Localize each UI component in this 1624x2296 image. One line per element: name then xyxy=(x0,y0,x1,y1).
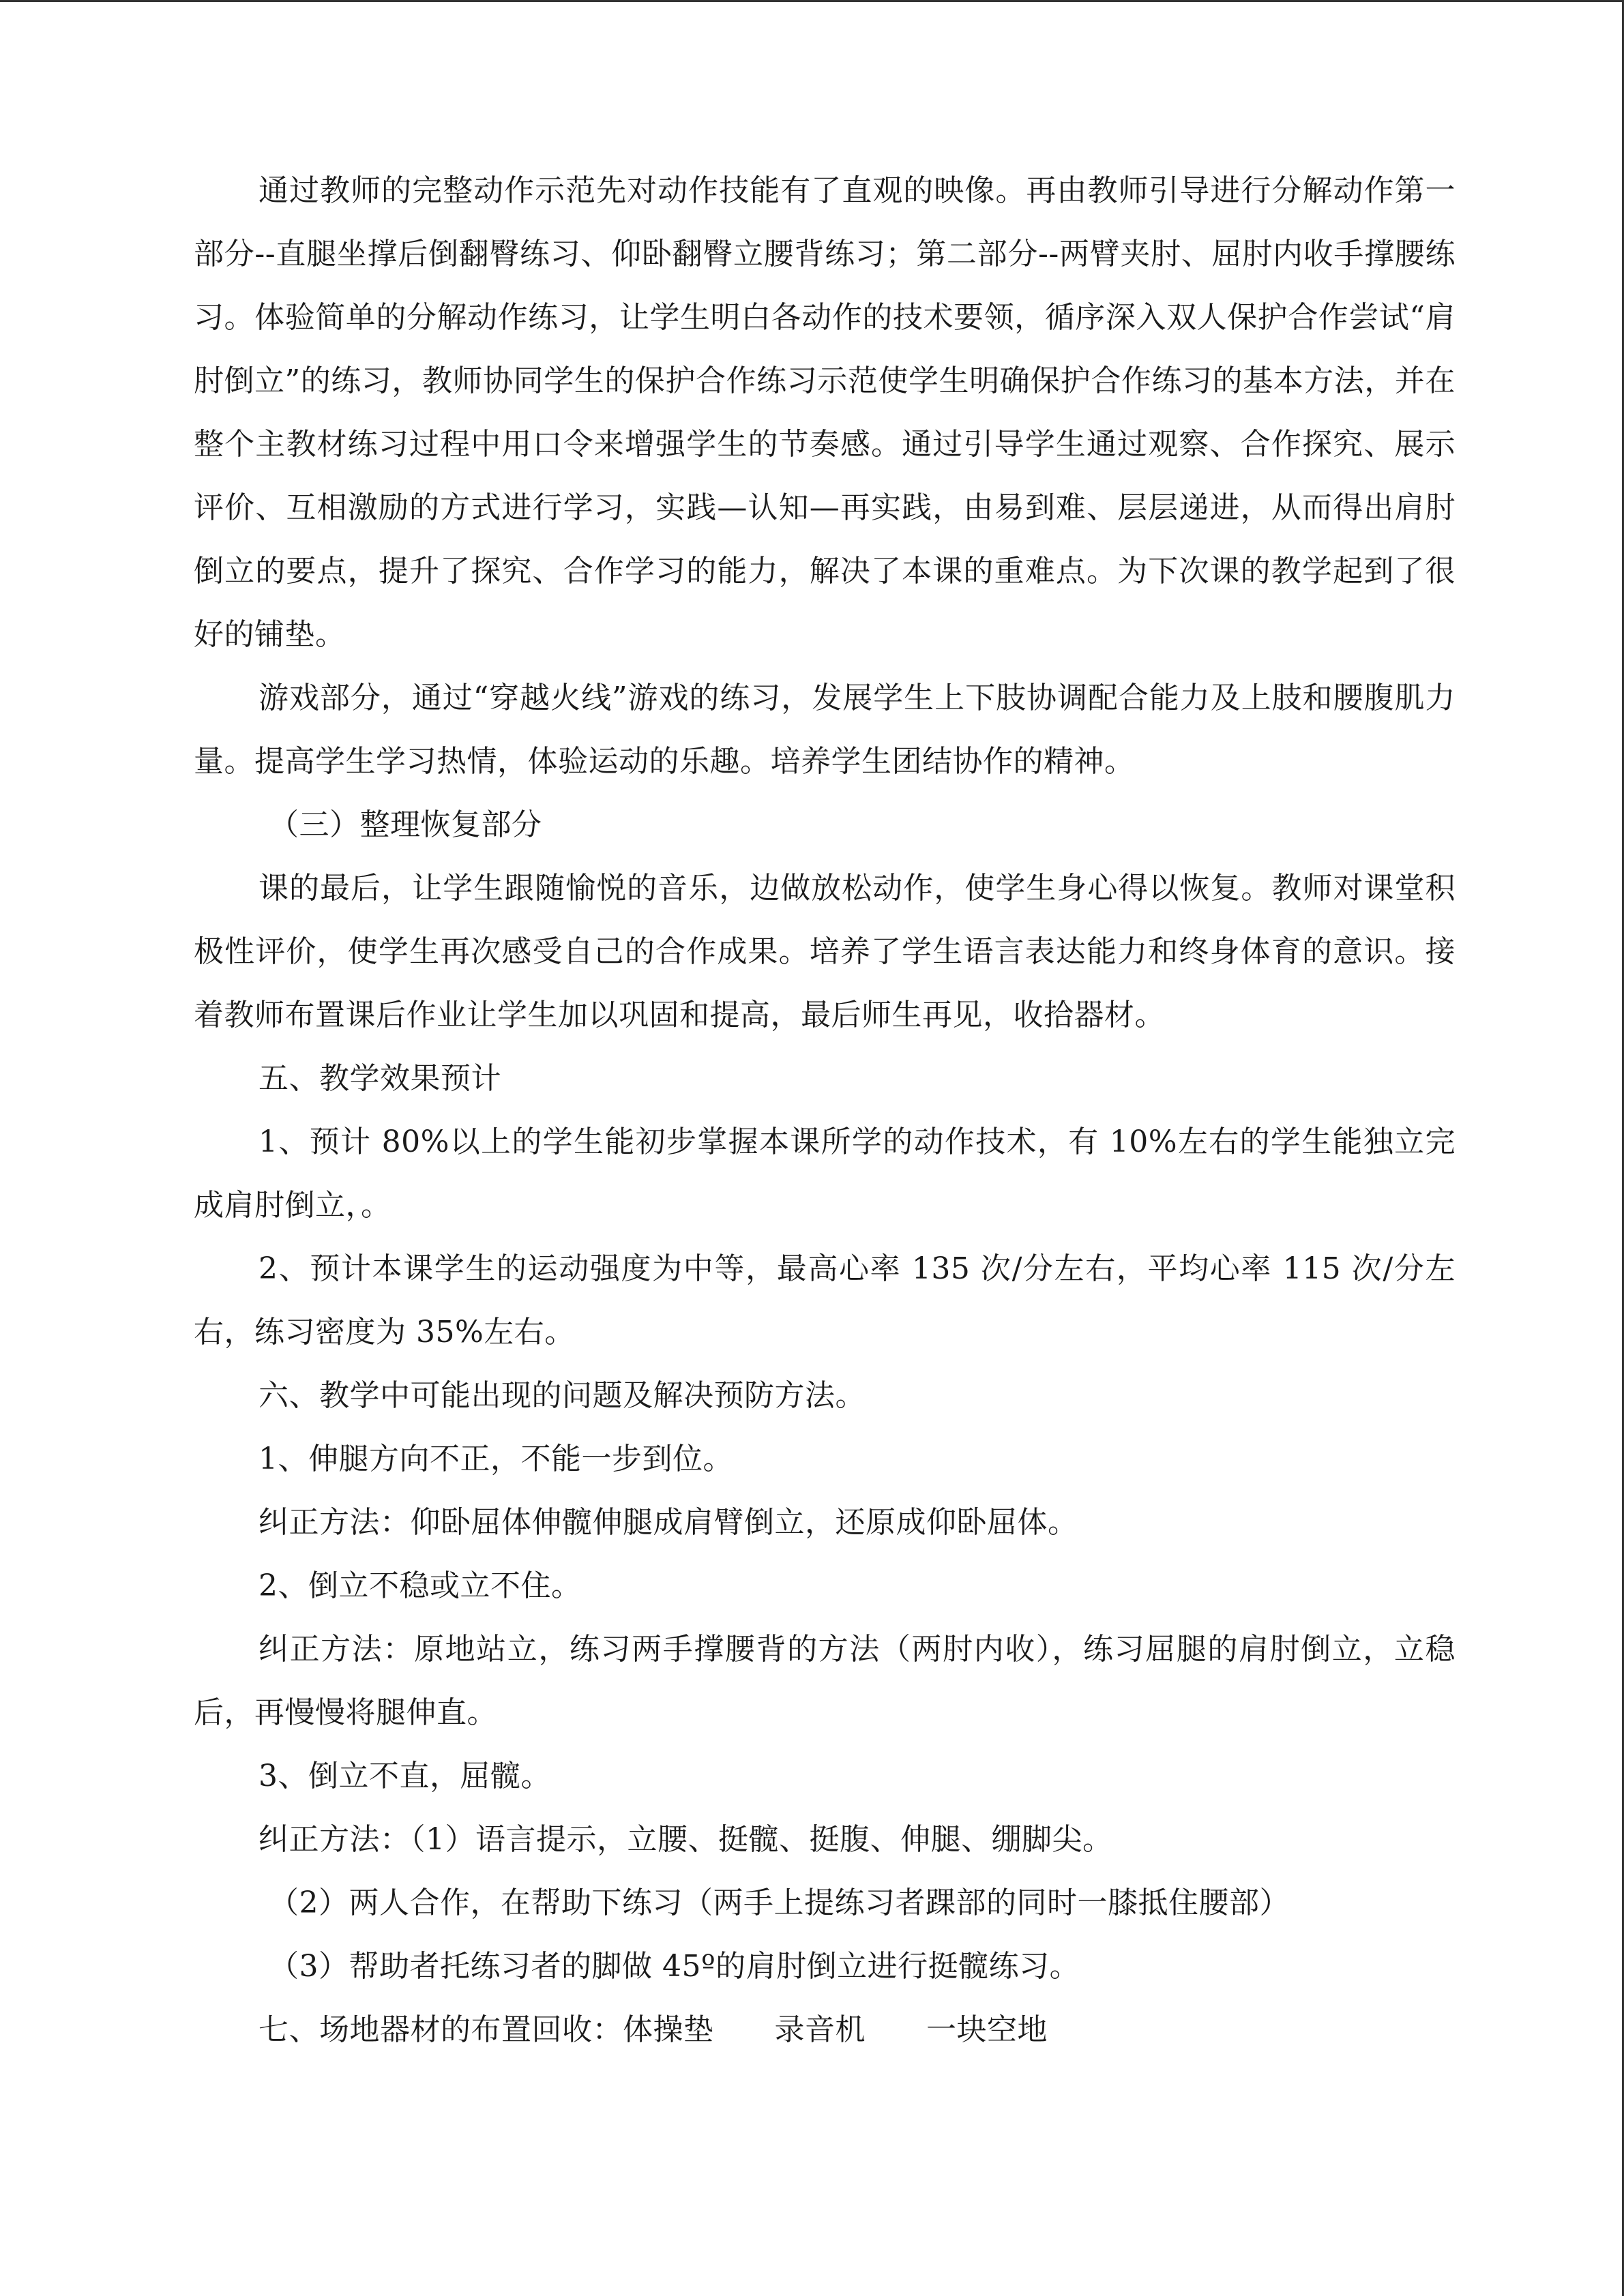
correction-3-step-3: （3）帮助者托练习者的脚做 45º的肩肘倒立进行挺髋练习。 xyxy=(269,1949,1080,1984)
heading-recovery-section: （三）整理恢复部分 xyxy=(269,807,542,842)
correction-3-step-2: （2）两人合作，在帮助下练习（两手上提练习者踝部的同时一膝抵住腰部） xyxy=(269,1885,1290,1920)
heading-problems: 六、教学中可能出现的问题及解决预防方法。 xyxy=(259,1378,866,1413)
correction-2: 纠正方法：原地站立，练习两手撑腰背的方法（两肘内收），练习屈腿的肩肘倒立，立稳后，再慢慢将腿伸直。 xyxy=(194,1632,1456,1730)
heading-teaching-effect: 五、教学效果预计 xyxy=(259,1061,501,1096)
problem-1: 1、伸腿方向不正，不能一步到位。 xyxy=(259,1442,733,1476)
problem-3: 3、倒立不直，屈髋。 xyxy=(259,1759,551,1793)
problem-2: 2、倒立不稳或立不住。 xyxy=(259,1568,582,1603)
document-body xyxy=(194,159,1456,2061)
correction-1: 纠正方法：仰卧屈体伸髋伸腿成肩臂倒立，还原成仰卧屈体。 xyxy=(259,1505,1078,1540)
correction-3: 纠正方法：（1）语言提示，立腰、挺髋、挺腹、伸腿、绷脚尖。 xyxy=(259,1822,1113,1857)
paragraph-teaching-process: 通过教师的完整动作示范先对动作技能有了直观的映像。再由教师引导进行分解动作第一部分--直腿坐撑后倒翻臀练习、仰卧翻臀立腰背练习；第二部分--两臂夹肘、屈肘内收手撑腰练习。体验简单的分解动作练习，让学生明白各动作的技术要领，循序深入双人保护合作尝试“肩肘倒立”的练习，教师协同学生的保护合作练习示范使学生明确保护合作练习的基本方法，并在整个主教材练习过程中用口令来增强学生的节奏感。通过引导学生通过观察、合作探究、展示评价、互相激励的方式进行学习，实践—认知—再实践，由易到难、层层递进，从而得出肩肘倒立的要点，提升了探究、合作学习的能力，解决了本课的重难点。为下次课的教学起到了很好的铺垫。 xyxy=(194,173,1456,652)
paragraph-recovery: 课的最后，让学生跟随愉悦的音乐，边做放松动作，使学生身心得以恢复。教师对课堂积极性评价，使学生再次感受自己的合作成果。培养了学生语言表达能力和终身体育的意识。接着教师布置课后作业让学生加以巩固和提高，最后师生再见，收拾器材。 xyxy=(194,871,1456,1032)
paragraph-effect-1: 1、预计 80%以上的学生能初步掌握本课所学的动作技术，有 10%左右的学生能独立完成肩肘倒立，。 xyxy=(194,1124,1456,1223)
heading-equipment: 七、场地器材的布置回收：体操垫 录音机 一块空地 xyxy=(259,2012,1048,2047)
paragraph-effect-2: 2、预计本课学生的运动强度为中等，最高心率 135 次/分左右，平均心率 115 次/分左右，练习密度为 35%左右。 xyxy=(194,1251,1456,1350)
paragraph-game-section: 游戏部分，通过“穿越火线”游戏的练习，发展学生上下肢协调配合能力及上肢和腰腹肌力量。提高学生学习热情，体验运动的乐趣。培养学生团结协作的精神。 xyxy=(194,681,1456,779)
